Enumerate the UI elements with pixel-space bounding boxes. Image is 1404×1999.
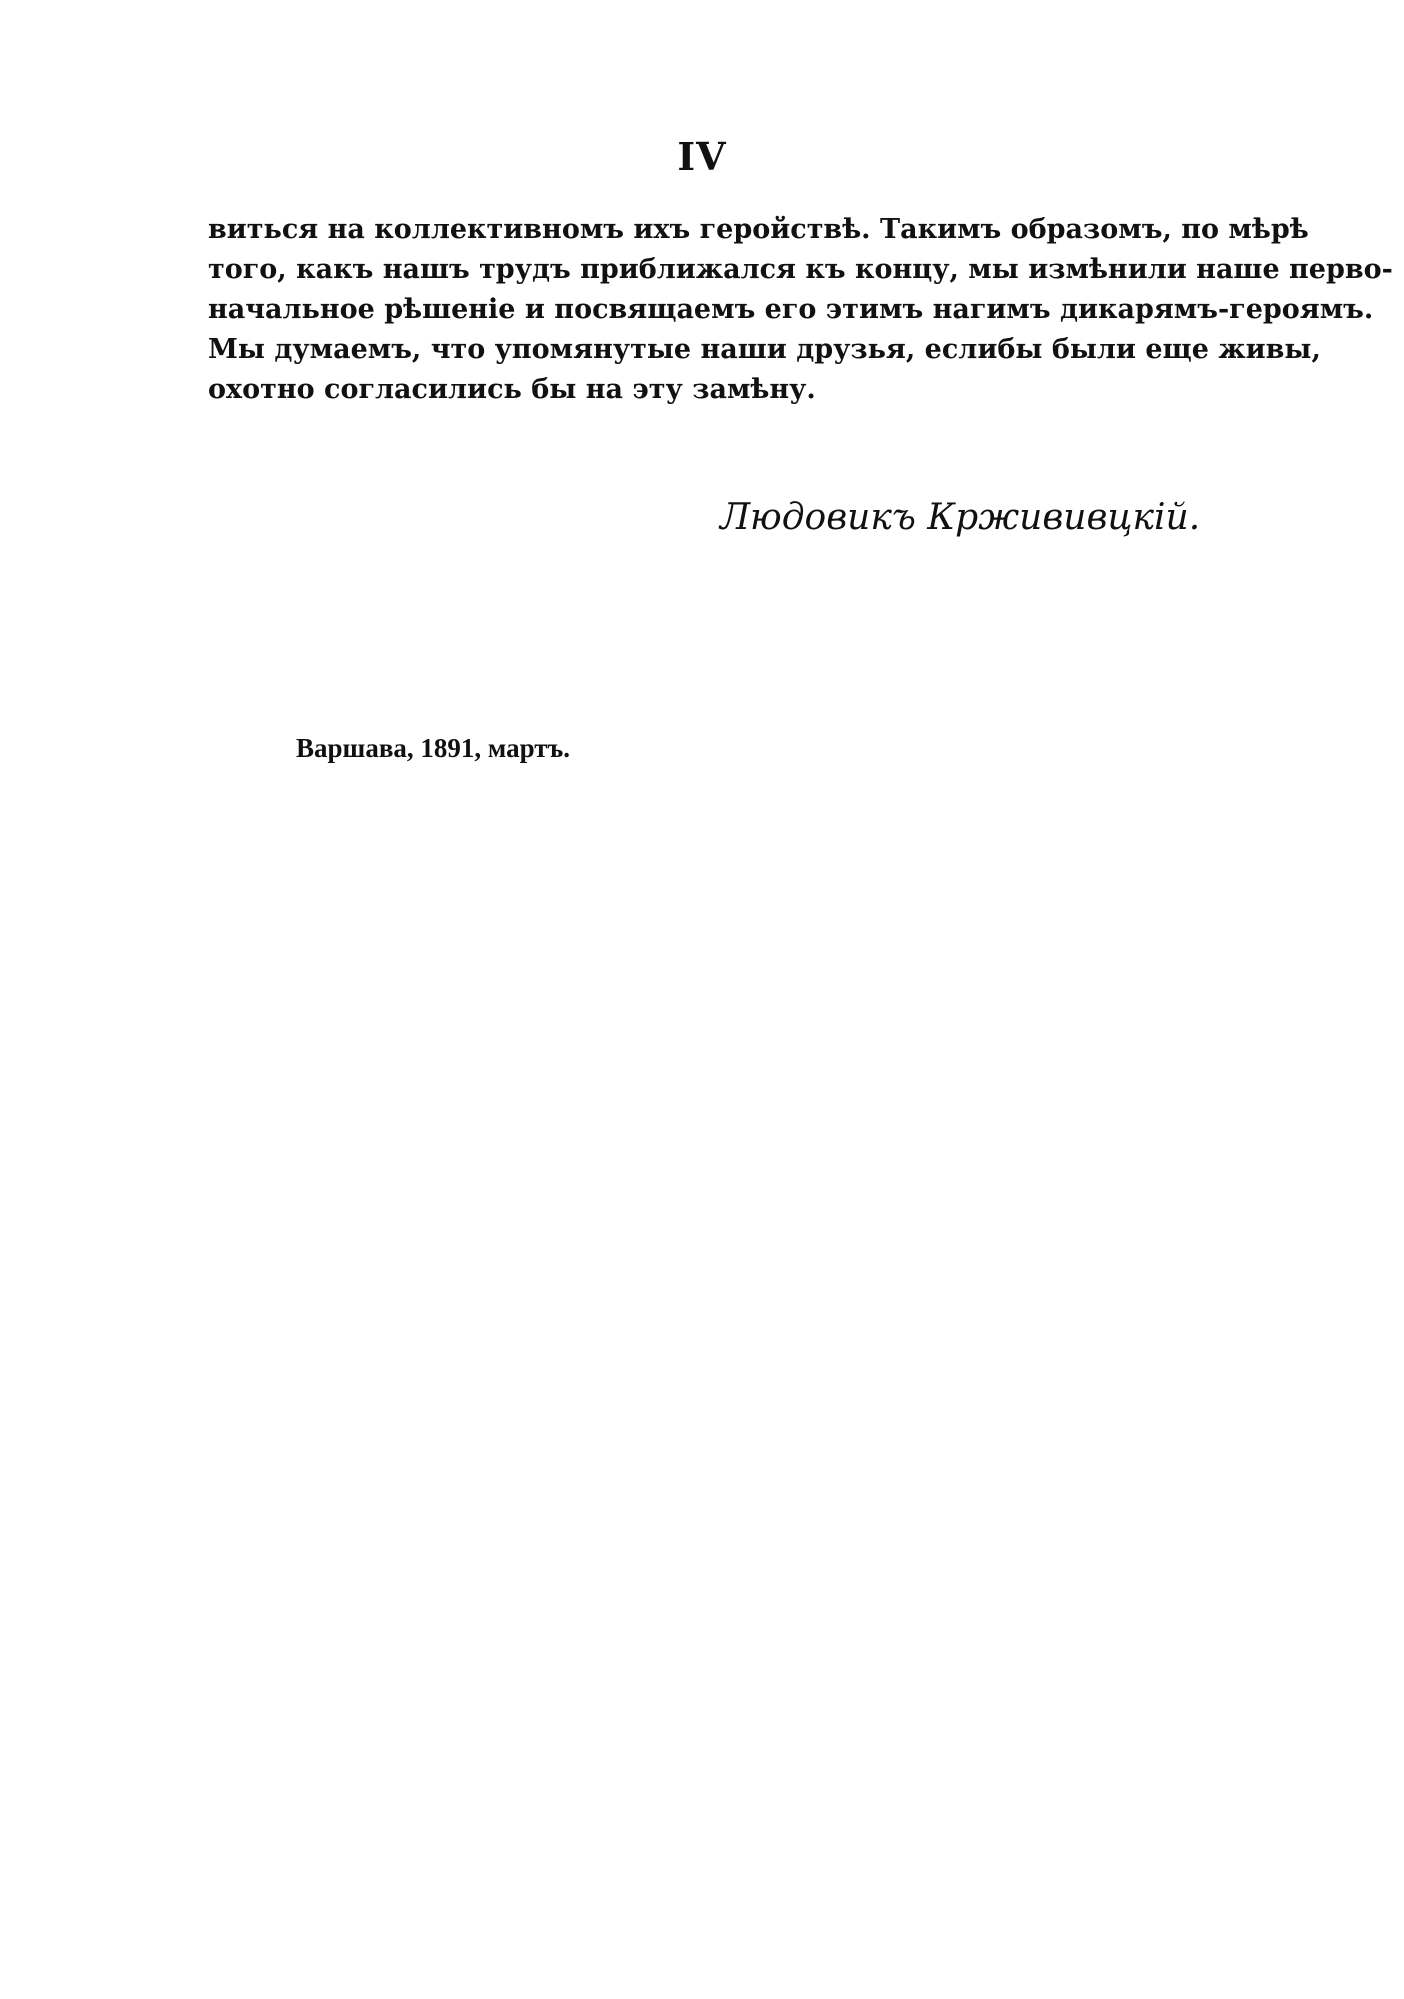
- page-number: IV: [677, 134, 727, 179]
- text-line: Мы думаемъ, что упомянутые наши друзья, еслибы были еще живы,: [208, 334, 1321, 365]
- author-signature: Людовикъ Кржививцкій.: [720, 497, 1201, 538]
- body-paragraph: [208, 210, 1393, 410]
- place-date: Варшава, 1891, мартъ.: [296, 733, 571, 763]
- text-line: виться на коллективномъ ихъ геройствѣ. Такимъ образомъ, по мѣрѣ: [208, 214, 1309, 245]
- text-line: того, какъ нашъ трудъ приближался къ концу, мы измѣнили наше перво-: [208, 254, 1393, 285]
- text-line: начальное рѣшеніе и посвящаемъ его этимъ нагимъ дикарямъ-героямъ.: [208, 294, 1374, 325]
- text-line: охотно согласились бы на эту замѣну.: [208, 374, 816, 405]
